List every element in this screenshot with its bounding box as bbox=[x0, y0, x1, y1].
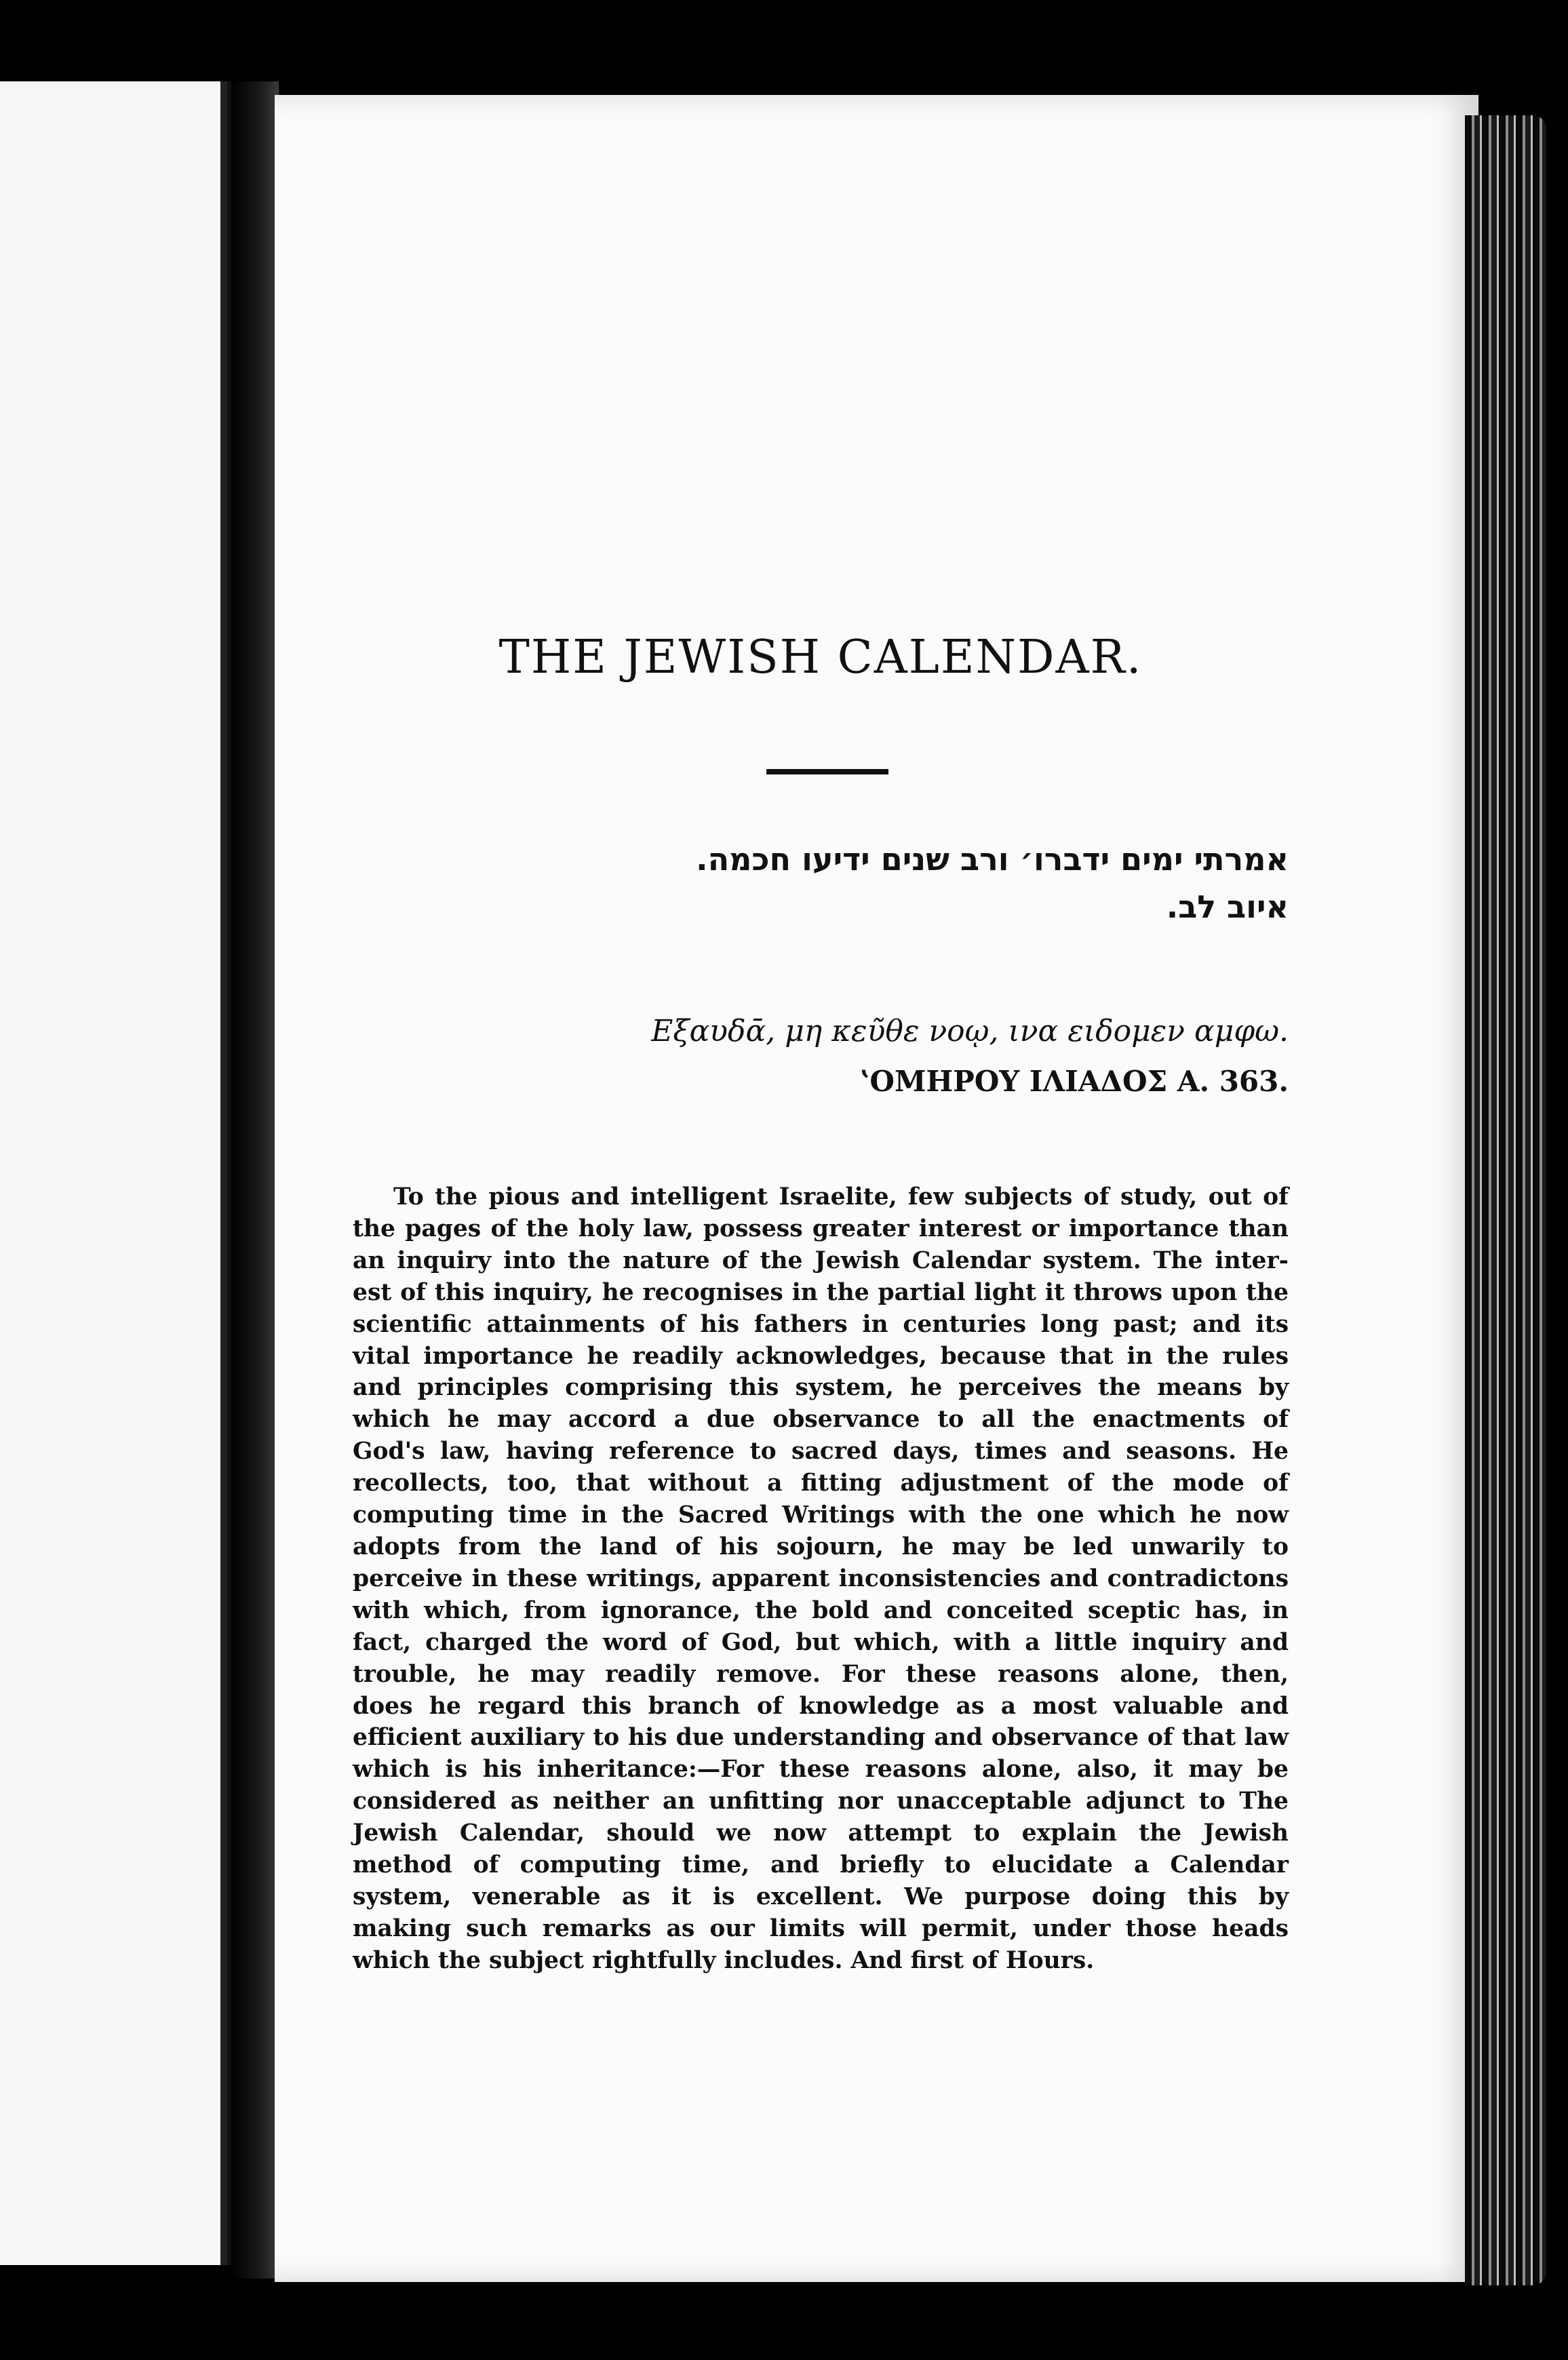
body-line: Jewish Calendar, should we now attempt to explain the Jewish bbox=[353, 1820, 1289, 1847]
body-line: which he may accord a due observance to all the enactments of bbox=[353, 1406, 1289, 1434]
body-line: which is his inheritance:—For these reasons alone, also, it may be bbox=[353, 1756, 1289, 1784]
book-gutter bbox=[231, 81, 279, 2279]
hebrew-epigraph: אמרתי ימים ידברו׳ ורב שנים ידיעו חכמה. bbox=[696, 841, 1289, 878]
body-line: and principles comprising this system, he perceives the means by bbox=[353, 1374, 1289, 1402]
body-line: considered as neither an unfitting nor unacceptable adjunct to The bbox=[353, 1788, 1289, 1815]
body-line: which the subject rightfully includes. And first of Hours. bbox=[353, 1946, 1095, 1974]
body-line: adopts from the land of his sojourn, he may be led unwarily to bbox=[353, 1533, 1289, 1560]
hebrew-epigraph-source: איוב לב. bbox=[1166, 888, 1289, 925]
body-line: an inquiry into the nature of the Jewish Calendar system. The inter- bbox=[353, 1246, 1289, 1274]
body-line: perceive in these writings, apparent inconsistencies and contradictons bbox=[353, 1565, 1289, 1592]
page-title: THE JEWISH CALENDAR. bbox=[498, 631, 1143, 684]
body-line: computing time in the Sacred Writings with the one which he now bbox=[353, 1501, 1289, 1529]
body-line: the pages of the holy law, possess greater interest or importance than bbox=[353, 1215, 1289, 1242]
body-line: trouble, he may readily remove. For these reasons alone, then, bbox=[353, 1660, 1289, 1688]
body-line: with which, from ignorance, the bold and conceited sceptic has, in bbox=[353, 1596, 1289, 1624]
body-line: method of computing time, and briefly to elucidate a Calendar bbox=[353, 1851, 1289, 1879]
body-line: efficient auxiliary to his due understanding and observance of that law bbox=[353, 1724, 1289, 1752]
body-line: To the pious and intelligent Israelite, few subjects of study, out of bbox=[393, 1183, 1289, 1211]
page-edge-rule bbox=[220, 81, 227, 2265]
body-line: recollects, too, that without a fitting adjustment of the mode of bbox=[353, 1470, 1289, 1497]
book-fore-edge bbox=[1465, 115, 1546, 2285]
body-line: making such remarks as our limits will permit, under those heads bbox=[353, 1914, 1289, 1942]
body-line: God's law, having reference to sacred days, times and seasons. He bbox=[353, 1438, 1289, 1466]
title-rule bbox=[766, 769, 888, 774]
body-line: est of this inquiry, he recognises in the partial light it throws upon the bbox=[353, 1278, 1289, 1306]
body-line: system, venerable as it is excellent. We purpose doing this by bbox=[353, 1883, 1289, 1910]
body-paragraph bbox=[353, 1181, 1289, 1977]
body-line: does he regard this branch of knowledge as a most valuable and bbox=[353, 1692, 1289, 1720]
body-line: scientific attainments of his fathers in centuries long past; and its bbox=[353, 1310, 1289, 1338]
body-line: fact, charged the word of God, but which, with a little inquiry and bbox=[353, 1628, 1289, 1656]
greek-epigraph: Εξαυδᾱ, μη κεῦθε νοῳ, ινα ειδομεν αμφω. bbox=[651, 1014, 1289, 1048]
body-line: vital importance he readily acknowledges, because that in the rules bbox=[353, 1342, 1289, 1370]
facing-page bbox=[0, 81, 231, 2265]
greek-epigraph-source: ʽΟΜΗΡΟΥ ΙΛΙΑΔΟΣ Α. 363. bbox=[859, 1065, 1289, 1098]
